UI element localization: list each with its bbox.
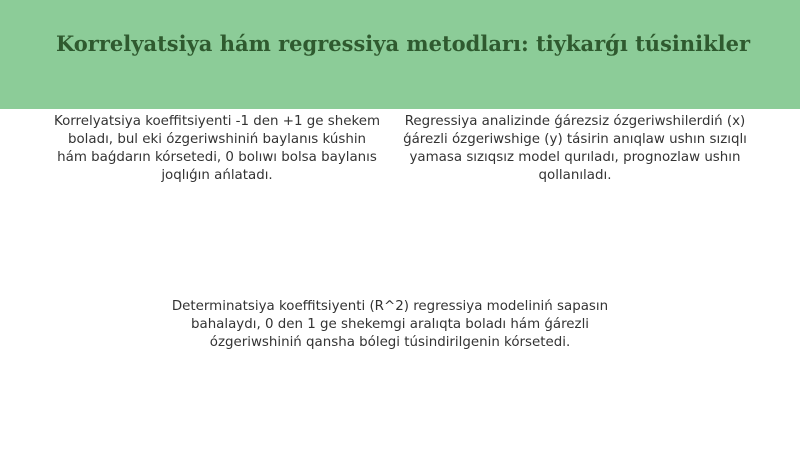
determination-text-block: Determinatsiya koeffitsiyenti (R^2) regressiya modeliniń sapasın bahalaydı, 0 den 1 ge shekemgi aralıqta boladı hám ǵárezli ózgeriwshiniń qansha bólegi túsindirilgenin kórsetedi.: [171, 299, 609, 350]
regression-text-block: Regressiya analizinde ǵárezsiz ózgeriwshilerdiń (x) ǵárezli ózgeriwshige (y) tásirin anıqlaw ushın sızıqlı yamasa sızıqsız model qurıladı, prognozlaw ushın qollanıladı.: [403, 114, 747, 183]
slide-title: Korrelyatsiya hám regressiya metodları: tiykarǵı túsinikler: [56, 31, 751, 56]
correlation-text-block: Korrelyatsiya koeffitsiyenti -1 den +1 ge shekem boladı, bul eki ózgeriwshiniń baylanıs kúshin hám baǵdarın kórsetedi, 0 bolıwı bolsa baylanıs joqlıǵın ańlatadı.: [53, 114, 381, 183]
title-banner: [0, 0, 800, 109]
